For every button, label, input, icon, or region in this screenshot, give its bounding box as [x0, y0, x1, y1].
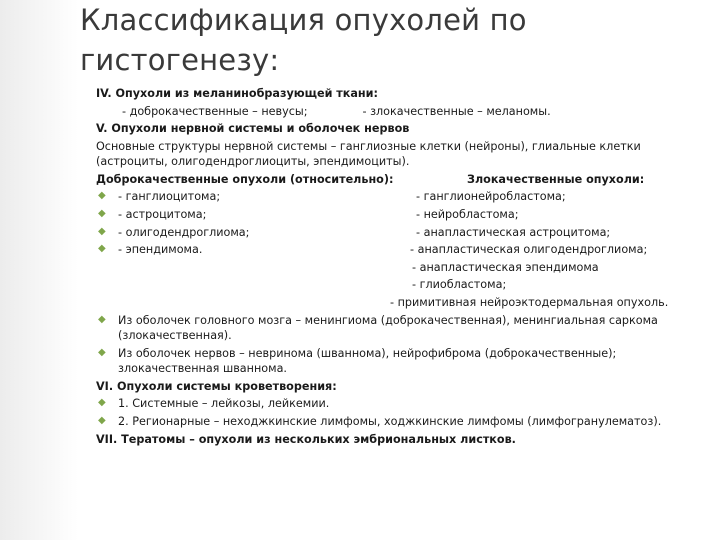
list-item: [96, 188, 696, 206]
malignant-item: - нейробластома;: [416, 207, 519, 221]
iv-benign: - доброкачественные – невусы;: [122, 104, 308, 118]
malignant-item: - анапластическая эпендимома: [412, 260, 599, 274]
tumor-columns-header: [96, 171, 696, 189]
list-item: [96, 294, 696, 312]
nerve-sheaths-text: Из оболочек нервов – невринома (шваннома), нейрофиброма (доброкачественные); злокачественная шваннома.: [118, 346, 617, 375]
section-iv-heading: IV. Опухоли из меланинобразующей ткани:: [96, 87, 378, 100]
bullet-icon: ◆: [98, 190, 106, 202]
bullet-icon: ◆: [98, 313, 106, 325]
background-stripe: [0, 0, 78, 540]
section-iv-subtypes: [96, 103, 696, 121]
list-item: [96, 345, 696, 378]
bullet-icon: ◆: [98, 397, 106, 409]
bullet-icon: ◆: [98, 225, 106, 237]
slide-title: [80, 0, 700, 80]
bullet-icon: ◆: [98, 243, 106, 255]
malignant-item: - анапластическая олигодендроглиома;: [410, 243, 648, 257]
list-item: [96, 276, 696, 294]
list-item: [96, 224, 696, 242]
list-item: [96, 395, 696, 413]
benign-item: - ганглиоцитома;: [118, 190, 221, 204]
bullet-icon: ◆: [98, 207, 106, 219]
section-v-heading: V. Опухоли нервной системы и оболочек нервов: [96, 122, 410, 136]
benign-header: Доброкачественные опухоли (относительно):: [96, 172, 394, 186]
iv-malignant: - злокачественные – меланомы.: [362, 104, 551, 118]
malignant-item: - примитивная нейроэктодермальная опухоль.: [390, 295, 669, 309]
nervous-structures-text: Основные структуры нервной системы – ганглиозные клетки (нейроны), глиальные клетки (астроциты, олигодендроглиоциты, эпендимоциты).: [96, 139, 641, 168]
list-item: [96, 413, 696, 431]
title-line-2: гистогенезу:: [80, 43, 280, 77]
meninges-text: Из оболочек головного мозга – менингиома (доброкачественная), менингиальная саркома (злокачественная).: [118, 313, 658, 342]
section-vii-heading: VII. Тератомы – опухоли из нескольких эмбриональных листков.: [96, 432, 516, 446]
list-item: [96, 241, 696, 259]
malignant-item: - ганглионейробластома;: [416, 190, 566, 204]
vi-item-2: 2. Регионарные – неходжкинские лимфомы, ходжкинские лимфомы (лимфогранулематоз).: [118, 414, 662, 428]
malignant-item: - глиобластома;: [412, 278, 507, 292]
title-line-1: Классификация опухолей по: [80, 3, 527, 37]
bullet-icon: ◆: [98, 414, 106, 426]
benign-item: - эпендимома.: [118, 243, 203, 257]
list-item: [96, 206, 696, 224]
section-vi-heading: VI. Опухоли системы кроветворения:: [96, 379, 337, 393]
list-item: [96, 259, 696, 277]
list-item: [96, 312, 696, 345]
bullet-icon: ◆: [98, 346, 106, 358]
vi-item-1: 1. Системные – лейкозы, лейкемии.: [118, 397, 330, 411]
benign-item: - олигодендроглиома;: [118, 225, 250, 239]
benign-item: - астроцитома;: [118, 207, 207, 221]
malignant-header: Злокачественные опухоли:: [467, 172, 645, 186]
malignant-item: - анапластическая астроцитома;: [416, 225, 611, 239]
slide-content: [96, 85, 696, 448]
